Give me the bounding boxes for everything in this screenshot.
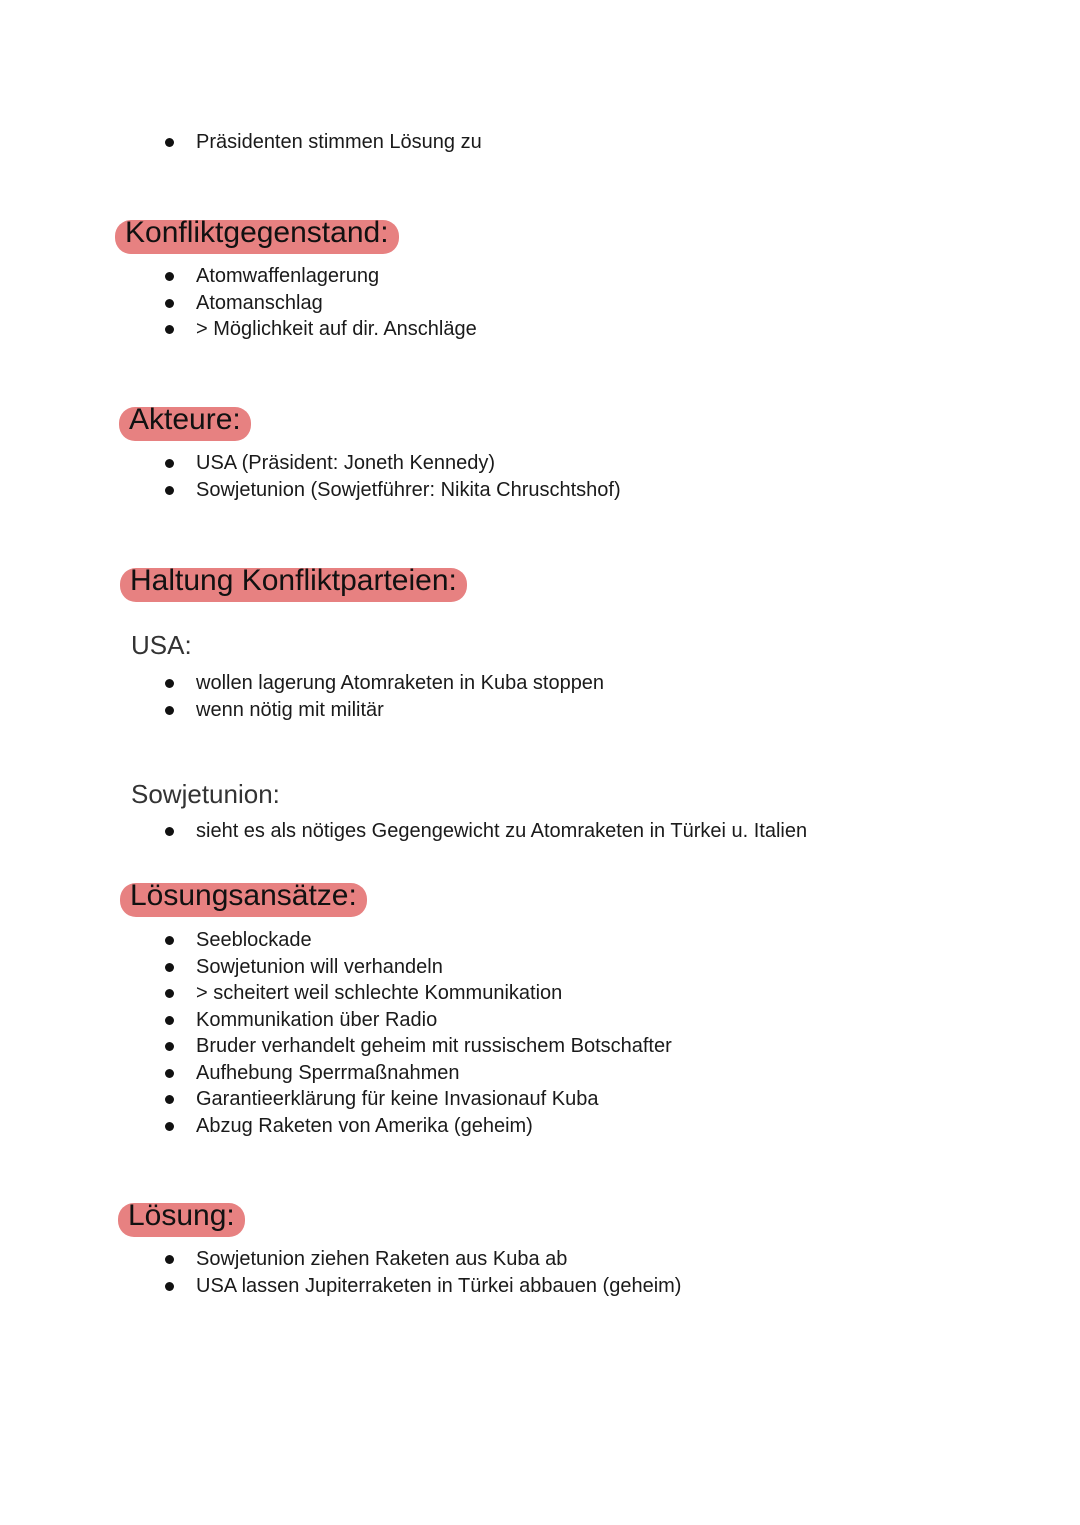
list-item: wollen lagerung Atomraketen in Kuba stoppen: [0, 670, 604, 697]
haltung-usa-list: [0, 670, 604, 723]
intro-list: [0, 129, 482, 156]
list-item: USA lassen Jupiterraketen in Türkei abbauen (geheim): [0, 1273, 681, 1300]
list-item: Aufhebung Sperrmaßnahmen: [0, 1060, 672, 1087]
loesung-list: [0, 1246, 681, 1299]
list-item: Abzug Raketen von Amerika (geheim): [0, 1113, 672, 1140]
list-item: > scheitert weil schlechte Kommunikation: [0, 980, 672, 1007]
heading-konfliktgegenstand: Konfliktgegenstand:: [115, 220, 399, 254]
list-item: Sowjetunion will verhandeln: [0, 954, 672, 981]
list-item: Garantieerklärung für keine Invasionauf Kuba: [0, 1086, 672, 1113]
subheading-usa: USA:: [131, 630, 192, 660]
list-item: sieht es als nötiges Gegengewicht zu Atomraketen in Türkei u. Italien: [0, 818, 807, 845]
haltung-sowjetunion-list: [0, 818, 807, 845]
list-item: Präsidenten stimmen Lösung zu: [0, 129, 482, 156]
konfliktgegenstand-list: [0, 263, 477, 343]
heading-akteure: Akteure:: [119, 407, 251, 441]
subheading-sowjetunion: Sowjetunion:: [131, 779, 280, 809]
heading-haltung: Haltung Konfliktparteien:: [120, 568, 467, 602]
list-item: Bruder verhandelt geheim mit russischem Botschafter: [0, 1033, 672, 1060]
list-item: USA (Präsident: Joneth Kennedy): [0, 450, 621, 477]
list-item: Kommunikation über Radio: [0, 1007, 672, 1034]
akteure-list: [0, 450, 621, 503]
heading-loesung: Lösung:: [118, 1203, 245, 1237]
list-item: Sowjetunion (Sowjetführer: Nikita Chruschtshof): [0, 477, 621, 504]
loesungsansaetze-list: [0, 927, 672, 1139]
list-item: Sowjetunion ziehen Raketen aus Kuba ab: [0, 1246, 681, 1273]
heading-loesungsansaetze: Lösungsansätze:: [120, 883, 367, 917]
list-item: > Möglichkeit auf dir. Anschläge: [0, 316, 477, 343]
list-item: wenn nötig mit militär: [0, 697, 604, 724]
list-item: Atomwaffenlagerung: [0, 263, 477, 290]
list-item: Seeblockade: [0, 927, 672, 954]
list-item: Atomanschlag: [0, 290, 477, 317]
